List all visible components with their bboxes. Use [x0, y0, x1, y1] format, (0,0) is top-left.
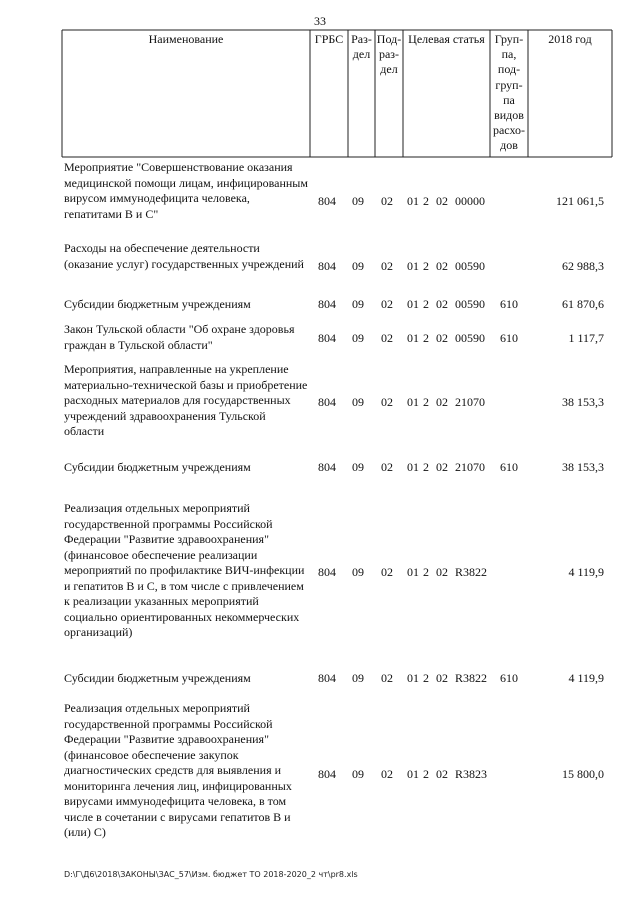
row-target-event: 02: [436, 460, 448, 474]
row-podrazdel: 02: [381, 460, 393, 474]
col-header-vid-line: дов: [500, 138, 518, 153]
row-name: Мероприятия, направленные на укрепление материально-технической базы и приобретение расходных материалов для государственных учреждений здравоохранения Тульской области: [64, 362, 308, 438]
row-vid: 610: [500, 331, 518, 345]
row-target-subprogram: 2: [423, 767, 429, 781]
row-sum: 38 153,3: [562, 460, 604, 474]
row-target-subprogram: 2: [423, 194, 429, 208]
col-header-vid-line: па: [503, 92, 515, 107]
row-razdel: 09: [352, 259, 364, 273]
row-target-event: 02: [436, 395, 448, 409]
row-target-direction: 00590: [455, 331, 485, 345]
row-target-event: 02: [436, 331, 448, 345]
row-target-program: 01: [407, 331, 419, 345]
row-razdel: 09: [352, 395, 364, 409]
row-target-direction: R3822: [455, 671, 488, 685]
row-vid: 610: [500, 460, 518, 474]
row-target-program: 01: [407, 395, 419, 409]
col-header-razdel: [348, 32, 375, 62]
col-header-vid-line: видов: [494, 108, 524, 123]
row-grbs: 804: [318, 297, 336, 311]
row-podrazdel: 02: [381, 767, 393, 781]
col-header-podrazdel-line: Под-: [376, 32, 402, 46]
row-grbs: 804: [318, 331, 336, 345]
row-name: Реализация отдельных мероприятий государственной программы Российской Федерации "Развитие здравоохранения" (финансовое обеспечение реализации мероприятий по профилактике ВИЧ-инфекции и гепатитов В и С, в том числе с привлечением к реализации указанных мероприятий социально ориентированных некоммерческих организаций): [64, 501, 305, 639]
row-sum: 61 870,6: [562, 297, 604, 311]
row-name: Субсидии бюджетным учреждениям: [64, 671, 251, 685]
row-grbs: 804: [318, 395, 336, 409]
col-header-podrazdel-line: дел: [380, 62, 398, 76]
col-header-razdel-line: Раз-: [351, 32, 372, 46]
row-sum: 1 117,7: [568, 331, 604, 345]
row-name: Реализация отдельных мероприятий государственной программы Российской Федерации "Развитие здравоохранения" (финансовое обеспечение закупок диагностических средств для выявления и мониторинга лечения лиц, инфицированных вирусами иммунодефицита человека, в том числе в сочетании с вирусами гепатитов В и (или) С): [64, 701, 292, 839]
row-target-event: 02: [436, 259, 448, 273]
row-grbs: 804: [318, 460, 336, 474]
row-sum: 15 800,0: [562, 767, 604, 781]
row-grbs: 804: [318, 194, 336, 208]
col-header-name: Наименование: [148, 32, 224, 46]
page-number: 33: [314, 14, 326, 28]
row-target-direction: 00590: [455, 259, 485, 273]
row-target-direction: 00590: [455, 297, 485, 311]
table-header-grid: [0, 0, 640, 160]
row-target-program: 01: [407, 565, 419, 579]
row-target-direction: R3822: [455, 565, 488, 579]
row-name: Закон Тульской области "Об охране здоровья граждан в Тульской области": [64, 322, 295, 352]
row-podrazdel: 02: [381, 395, 393, 409]
row-grbs: 804: [318, 259, 336, 273]
row-target-event: 02: [436, 297, 448, 311]
row-razdel: 09: [352, 460, 364, 474]
col-header-vid-line: расхо-: [492, 123, 526, 138]
col-header-podrazdel-line: раз-: [378, 47, 400, 61]
col-header-vid-line: под-: [497, 62, 521, 77]
row-target-subprogram: 2: [423, 331, 429, 345]
row-podrazdel: 02: [381, 671, 393, 685]
row-podrazdel: 02: [381, 297, 393, 311]
file-path-footer: D:\Г\Д6\2018\ЗАКОНЫ\ЗАС_57\Изм. бюджет ТО 2018-2020_2 чт\pr8.xls: [64, 870, 358, 879]
row-sum: 4 119,9: [568, 671, 604, 685]
row-target-program: 01: [407, 460, 419, 474]
col-header-podrazdel: [375, 32, 403, 77]
row-grbs: 804: [318, 767, 336, 781]
col-header-razdel-line: дел: [352, 47, 371, 61]
row-razdel: 09: [352, 565, 364, 579]
row-grbs: 804: [318, 565, 336, 579]
row-target-subprogram: 2: [423, 460, 429, 474]
row-razdel: 09: [352, 671, 364, 685]
row-podrazdel: 02: [381, 259, 393, 273]
row-target-direction: 21070: [455, 460, 485, 474]
row-target-program: 01: [407, 767, 419, 781]
row-vid: 610: [500, 297, 518, 311]
row-sum: 121 061,5: [556, 194, 604, 208]
row-name: Субсидии бюджетным учреждениям: [64, 297, 251, 311]
row-name: Мероприятие "Совершенствование оказания медицинской помощи лицам, инфицированным вирусом иммунодефицита человека, гепатитами В и С": [64, 160, 308, 221]
col-header-vid: [490, 32, 528, 154]
row-target-subprogram: 2: [423, 259, 429, 273]
row-target-subprogram: 2: [423, 297, 429, 311]
row-name: Расходы на обеспечение деятельности (оказание услуг) государственных учреждений: [64, 241, 304, 271]
col-header-vid-line: Груп-: [494, 32, 524, 46]
row-target-event: 02: [436, 194, 448, 208]
row-podrazdel: 02: [381, 331, 393, 345]
row-target-program: 01: [407, 194, 419, 208]
row-target-direction: R3823: [455, 767, 488, 781]
col-header-year: 2018 год: [548, 32, 592, 46]
row-target-program: 01: [407, 259, 419, 273]
row-razdel: 09: [352, 194, 364, 208]
row-target-event: 02: [436, 767, 448, 781]
row-target-event: 02: [436, 671, 448, 685]
col-header-target: Целевая статья: [408, 32, 485, 46]
row-target-subprogram: 2: [423, 395, 429, 409]
col-header-vid-line: груп-: [495, 77, 523, 92]
row-razdel: 09: [352, 297, 364, 311]
row-podrazdel: 02: [381, 194, 393, 208]
row-target-program: 01: [407, 297, 419, 311]
row-target-direction: 00000: [455, 194, 485, 208]
row-vid: 610: [500, 671, 518, 685]
row-name: Субсидии бюджетным учреждениям: [64, 460, 251, 474]
row-target-subprogram: 2: [423, 671, 429, 685]
row-podrazdel: 02: [381, 565, 393, 579]
row-sum: 38 153,3: [562, 395, 604, 409]
row-grbs: 804: [318, 671, 336, 685]
col-header-vid-line: па,: [501, 47, 517, 62]
row-target-direction: 21070: [455, 395, 485, 409]
row-razdel: 09: [352, 331, 364, 345]
row-target-program: 01: [407, 671, 419, 685]
row-razdel: 09: [352, 767, 364, 781]
col-header-grbs: ГРБС: [314, 32, 344, 46]
row-sum: 62 988,3: [562, 259, 604, 273]
row-sum: 4 119,9: [568, 565, 604, 579]
row-target-event: 02: [436, 565, 448, 579]
row-target-subprogram: 2: [423, 565, 429, 579]
